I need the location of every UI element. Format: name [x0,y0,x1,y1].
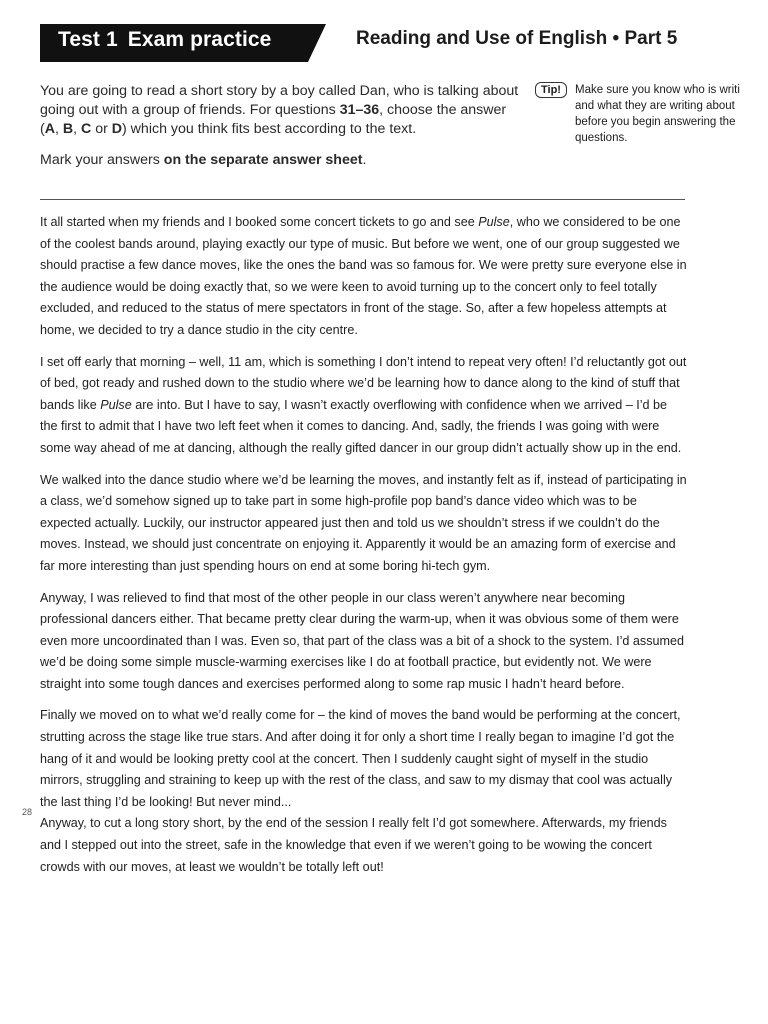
paragraph-4: Anyway, I was relieved to find that most of the other people in our class weren’t anywhere near becoming professional dancers either. That became pretty clear during the warm-up, when it was obvious some of them were even more uncoordinated than I was. Even so, that part of the class was a bit of a shock to the system. I’d assumed we’d be doing some simple muscle-warming exercises like I do at football practice, but evidently not. We were straight into some tough dances and exercises performed along to some rap music I hadn’t heard before. [40,590,685,691]
test-number: Test 1 [58,28,118,51]
paragraph-2: I set off early that morning – well, 11 am, which is something I don’t intend to repeat very often! I’d reluctantly got out of bed, got ready and rushed down to the studio where we’d be learning how to dance along to the kind of stuff that bands like Pulse are into. But I have to say, I wasn’t exactly overflowing with confidence when we arrived – I’d be the first to admit that I have two left feet when it comes to dancing. And, sadly, the friends I was going with were some way ahead of me at dancing, although the really gifted dancer in our group didn’t actually show up in the end. [40,354,687,455]
instructions [40,82,520,170]
tip-badge: Tip! [535,82,567,98]
paragraph-5: Finally we moved on to what we’d really come for – the kind of moves the band would be performing at the concert, strutting across the stage like true stars. And after doing it for only a short time I really began to imagine I’d got the hang of it and would be looking pretty cool at the concert. Then I suddenly caught sight of myself in the studio mirrors, struggling and straining to keep up with the rest of the class, and saw to my dismay that cool was actually the last thing I’d be looking! But never mind... [40,708,681,809]
instructions-text: You are going to read a short story by a boy called Dan, who is talking about going out with a group of friends. For questions 31–36, choose the answer (A, B, C or D) which you think fits best according to the text. [40,83,519,137]
story-text [40,212,688,888]
tip-text: Make sure you know who is writi and what they are writing about before you begin answering the questions. [575,84,740,144]
answer-sheet-note: Mark your answers on the separate answer sheet. [40,152,367,168]
paragraph-3: We walked into the dance studio where we’d be learning the moves, and instantly felt as if, instead of participating in a class, we’d somehow signed up to take part in some high-profile pop band’s dance video which was to be expected actually. Luckily, our instructor appeared just then and told us we shouldn’t stress if we couldn’t do the moves. Instead, we should just concentrate on enjoying it. Apparently it would be an amazing form of exercise and far more interesting than just spending hours on end at some boring hi-tech gym. [40,472,687,573]
divider [40,199,685,200]
paragraph-6: Anyway, to cut a long story short, by the end of the session I really felt I’d got somewhere. Afterwards, my friends and I stepped out into the street, safe in the knowledge that even if we weren’t going to be wowing the concert crowds with our moves, at least we wouldn’t be totally left out! [40,816,667,874]
paragraph-1: It all started when my friends and I booked some concert tickets to go and see Pulse, who we considered to be one of the coolest bands around, playing exactly our type of music. But before we went, one of our group suggested we should practise a few dance moves, like the ones the band was so famous for. We were pretty sure everyone else in the audience would be doing exactly that, so we were keen to avoid turning up to the concert only to feel totally excluded, and reduced to the status of mere spectators in front of the stage. So, after a few hopeless attempts at home, we decided to try a dance studio in the city centre. [40,215,687,337]
section-name: Exam practice [127,28,272,51]
line-number: 28 [22,807,33,817]
page-title: Reading and Use of English • Part 5 [356,28,678,49]
header-test-label [58,28,271,52]
